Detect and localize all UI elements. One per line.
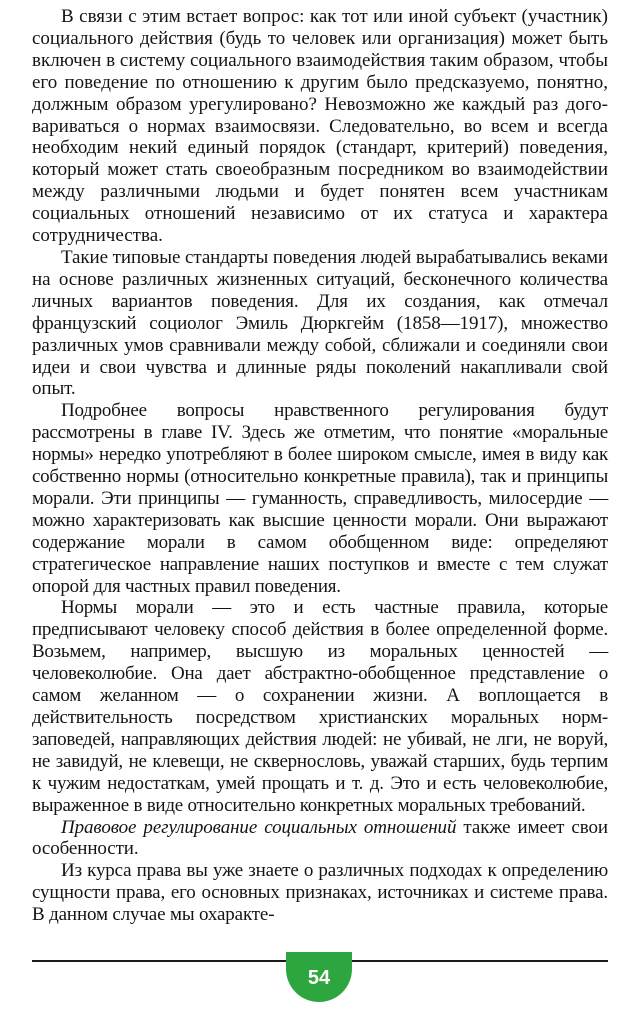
paragraph-5-text: также имеет свои особенности. xyxy=(32,816,608,860)
paragraph-3: Подробнее вопросы нравственного регулирования будут рассмотрены в главе IV. Здесь же отметим, что понятие «моральные нормы» нередко употребляют в более широком смысле, имея в виду как собственно нормы (относительно конкретные правила), так и принципы морали. Эти принципы — гуманность, справедливость, милосердие — можно характеризовать как высшие ценности морали. Они выражают содержание морали в самом обобщенном виде: определяют стратегическое направление наших поступков и вместе с тем служат опорой для частных правил поведения. xyxy=(32,400,608,597)
paragraph-1: В связи с этим встает вопрос: как тот или иной субъект (участник) социального действия (будь то человек или организация) может быть включен в систему социального взаимодействия таким образом, чтобы его поведение по отношению к другим было предсказуемо, понятно, должным образом урегулировано? Невозможно же каждый раз договариваться о нормах взаимосвязи. Следовательно, во всем и всегда необходим некий единый порядок (стандарт, критерий) поведения, который может стать своеобразным посредником во взаимодействии между различными людьми и будет понятен всем участникам социальных отношений независимо от их статуса и характера сотрудничества. xyxy=(32,6,608,247)
paragraph-5 xyxy=(32,817,608,861)
paragraph-4: Нормы морали — это и есть частные правила, которые предписывают человеку способ действия в более определенной форме. Возьмем, например, высшую из моральных ценностей — человеколюбие. Она дает абстрактно-обобщенное представление о самом желанном — о сохранении жизни. А воплощается в действительность посредством христианских моральных норм-заповедей, направляющих действия людей: не убивай, не лги, не воруй, не завидуй, не клевещи, не сквернословь, уважай старших, будь терпим к чужим недостаткам, умей прощать и т. д. Это и есть человеколюбие, выраженное в виде относительно конкретных моральных требований. xyxy=(32,597,608,816)
paragraph-2: Такие типовые стандарты поведения людей вырабатывались веками на основе различных жизненных ситуаций, бесконечного количества личных вариантов поведения. Для их создания, как отмечал французский социолог Эмиль Дюркгейм (1858—1917), множество различных умов сравнивали между собой, сближали и соединяли свои идеи и свои чувства и длинные ряды поколений накапливали свой опыт. xyxy=(32,246,608,400)
page-number-badge xyxy=(286,952,352,1002)
legal-regulation-term: Правовое регулирование социальных отношений xyxy=(61,816,457,838)
page-number: 54 xyxy=(307,966,331,989)
paragraph-6: Из курса права вы уже знаете о различных подходах к определению сущности права, его основных признаках, источниках и системе права. В данном случае мы охаракте- xyxy=(32,860,608,926)
page-body xyxy=(32,6,608,926)
